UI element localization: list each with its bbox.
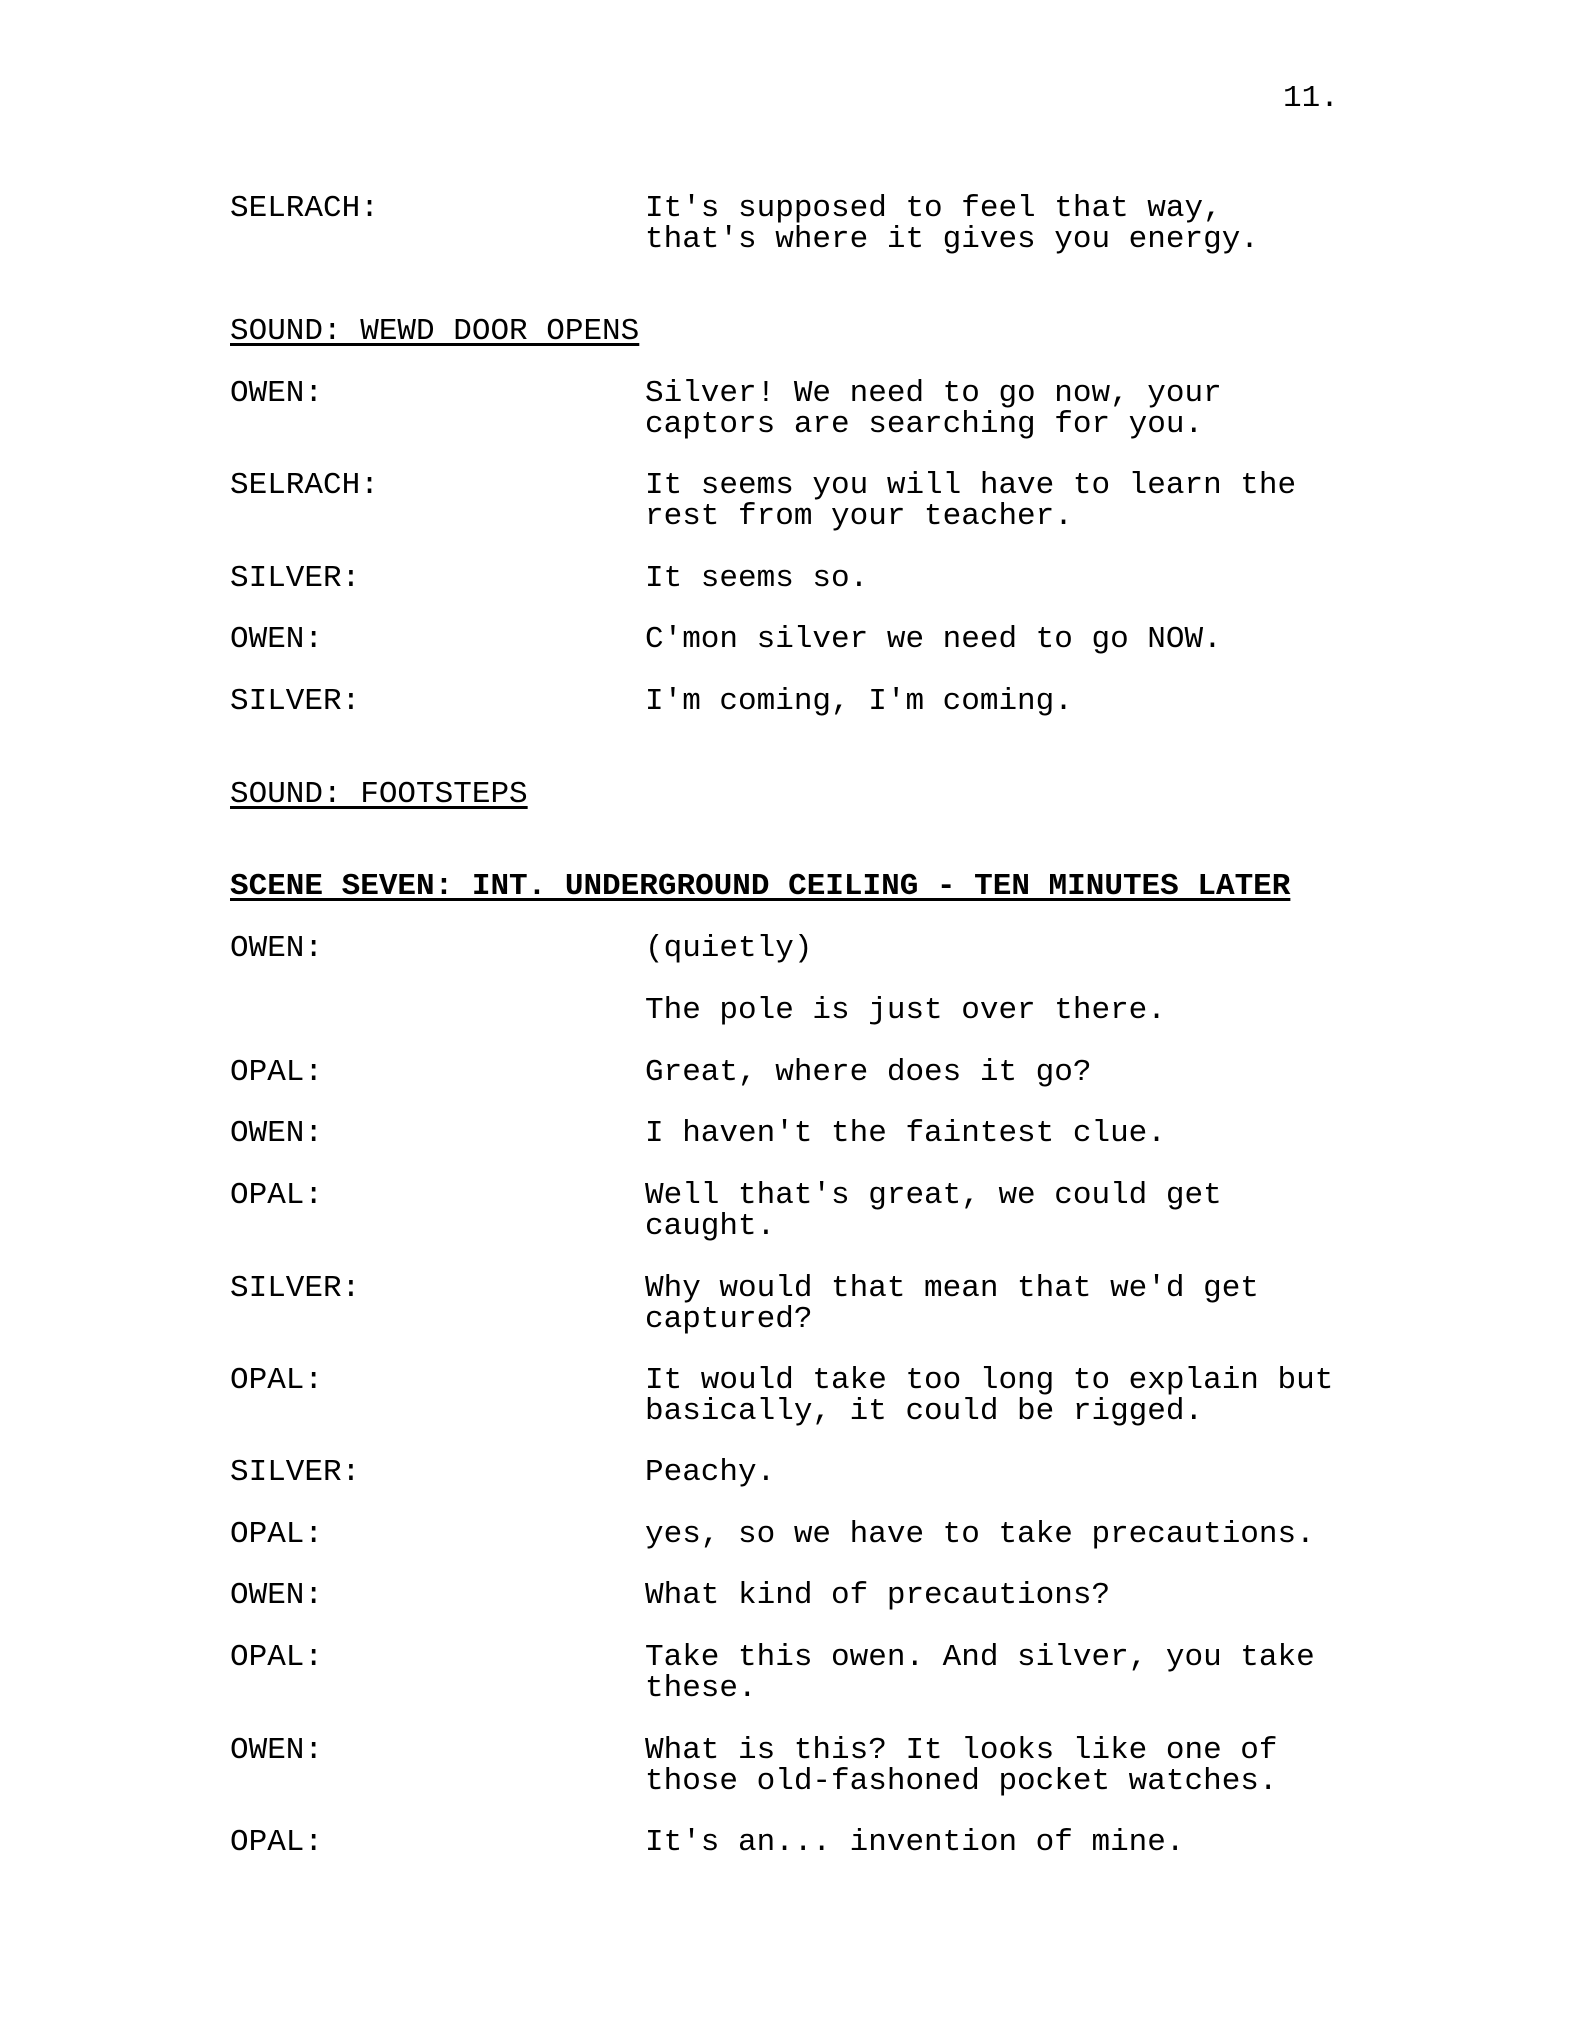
dialogue-text — [645, 1180, 1350, 1242]
dialogue-text — [645, 1457, 1350, 1488]
dialogue-text — [645, 1118, 1350, 1149]
speaker-name: OPAL: — [230, 1055, 324, 1090]
dialogue-text — [645, 1827, 1350, 1858]
speaker-name: OWEN: — [230, 1116, 324, 1151]
dialogue-line: Well that's great, we could get — [645, 1178, 1222, 1213]
dialogue-line: What is this? It looks like one of — [645, 1733, 1278, 1768]
dialogue-line: It's supposed to feel that way, — [645, 191, 1222, 226]
dialogue-line: The pole is just over there. — [645, 993, 1166, 1028]
speaker-name: SILVER: — [230, 684, 361, 719]
dialogue-line: (quietly) — [645, 931, 813, 966]
dialogue-line: caught. — [645, 1209, 776, 1244]
dialogue-text — [645, 995, 1350, 1026]
dialogue-text — [645, 686, 1350, 717]
dialogue-line: C'mon silver we need to go NOW. — [645, 622, 1222, 657]
speaker-name: SILVER: — [230, 1455, 361, 1490]
dialogue-line: Silver! We need to go now, your — [645, 376, 1222, 411]
dialogue-line: captured? — [645, 1302, 813, 1337]
dialogue-text — [645, 1519, 1350, 1550]
dialogue-text — [645, 1580, 1350, 1611]
dialogue-text — [645, 563, 1350, 594]
speaker-name: OPAL: — [230, 1825, 324, 1860]
page-number: 11. — [1283, 81, 1339, 116]
dialogue-line: It seems you will have to learn the — [645, 468, 1297, 503]
dialogue-text — [645, 1735, 1350, 1797]
speaker-name: SILVER: — [230, 561, 361, 596]
dialogue-line: those old-fashoned pocket watches. — [645, 1764, 1278, 1799]
dialogue-text — [645, 193, 1350, 255]
dialogue-line: rest from your teacher. — [645, 499, 1073, 534]
speaker-name: OPAL: — [230, 1363, 324, 1398]
dialogue-text — [645, 1642, 1350, 1704]
dialogue-text — [645, 378, 1350, 440]
dialogue-text — [645, 624, 1350, 655]
dialogue-line: these. — [645, 1671, 757, 1706]
dialogue-line: It would take too long to explain but — [645, 1363, 1334, 1398]
dialogue-line: I haven't the faintest clue. — [645, 1116, 1166, 1151]
sound-cue: SOUND: WEWD DOOR OPENS — [230, 314, 640, 349]
dialogue-line: Great, where does it go? — [645, 1055, 1092, 1090]
dialogue-line: It seems so. — [645, 561, 869, 596]
dialogue-text — [645, 470, 1350, 532]
dialogue-line: Take this owen. And silver, you take — [645, 1640, 1315, 1675]
speaker-name: OPAL: — [230, 1640, 324, 1675]
dialogue-line: yes, so we have to take precautions. — [645, 1517, 1315, 1552]
speaker-name: SELRACH: — [230, 468, 379, 503]
speaker-name: OWEN: — [230, 622, 324, 657]
dialogue-text — [645, 1057, 1350, 1088]
dialogue-line: Peachy. — [645, 1455, 776, 1490]
dialogue-text — [645, 1273, 1350, 1335]
parenthetical — [645, 933, 1350, 964]
speaker-name: SELRACH: — [230, 191, 379, 226]
speaker-name: SILVER: — [230, 1271, 361, 1306]
dialogue-line: Why would that mean that we'd get — [645, 1271, 1259, 1306]
dialogue-line: basically, it could be rigged. — [645, 1394, 1204, 1429]
speaker-name: OPAL: — [230, 1178, 324, 1213]
dialogue-line: I'm coming, I'm coming. — [645, 684, 1073, 719]
dialogue-line: captors are searching for you. — [645, 407, 1204, 442]
sound-cue: SOUND: FOOTSTEPS — [230, 777, 528, 812]
dialogue-line: What kind of precautions? — [645, 1578, 1111, 1613]
speaker-name: OWEN: — [230, 376, 324, 411]
speaker-name: OPAL: — [230, 1517, 324, 1552]
dialogue-line: It's an... invention of mine. — [645, 1825, 1185, 1860]
scene-heading: SCENE SEVEN: INT. UNDERGROUND CEILING - TEN MINUTES LATER — [230, 869, 1291, 904]
dialogue-line: that's where it gives you energy. — [645, 222, 1259, 257]
speaker-name: OWEN: — [230, 1578, 324, 1613]
speaker-name: OWEN: — [230, 1733, 324, 1768]
dialogue-text — [645, 1365, 1350, 1427]
speaker-name: OWEN: — [230, 931, 324, 966]
